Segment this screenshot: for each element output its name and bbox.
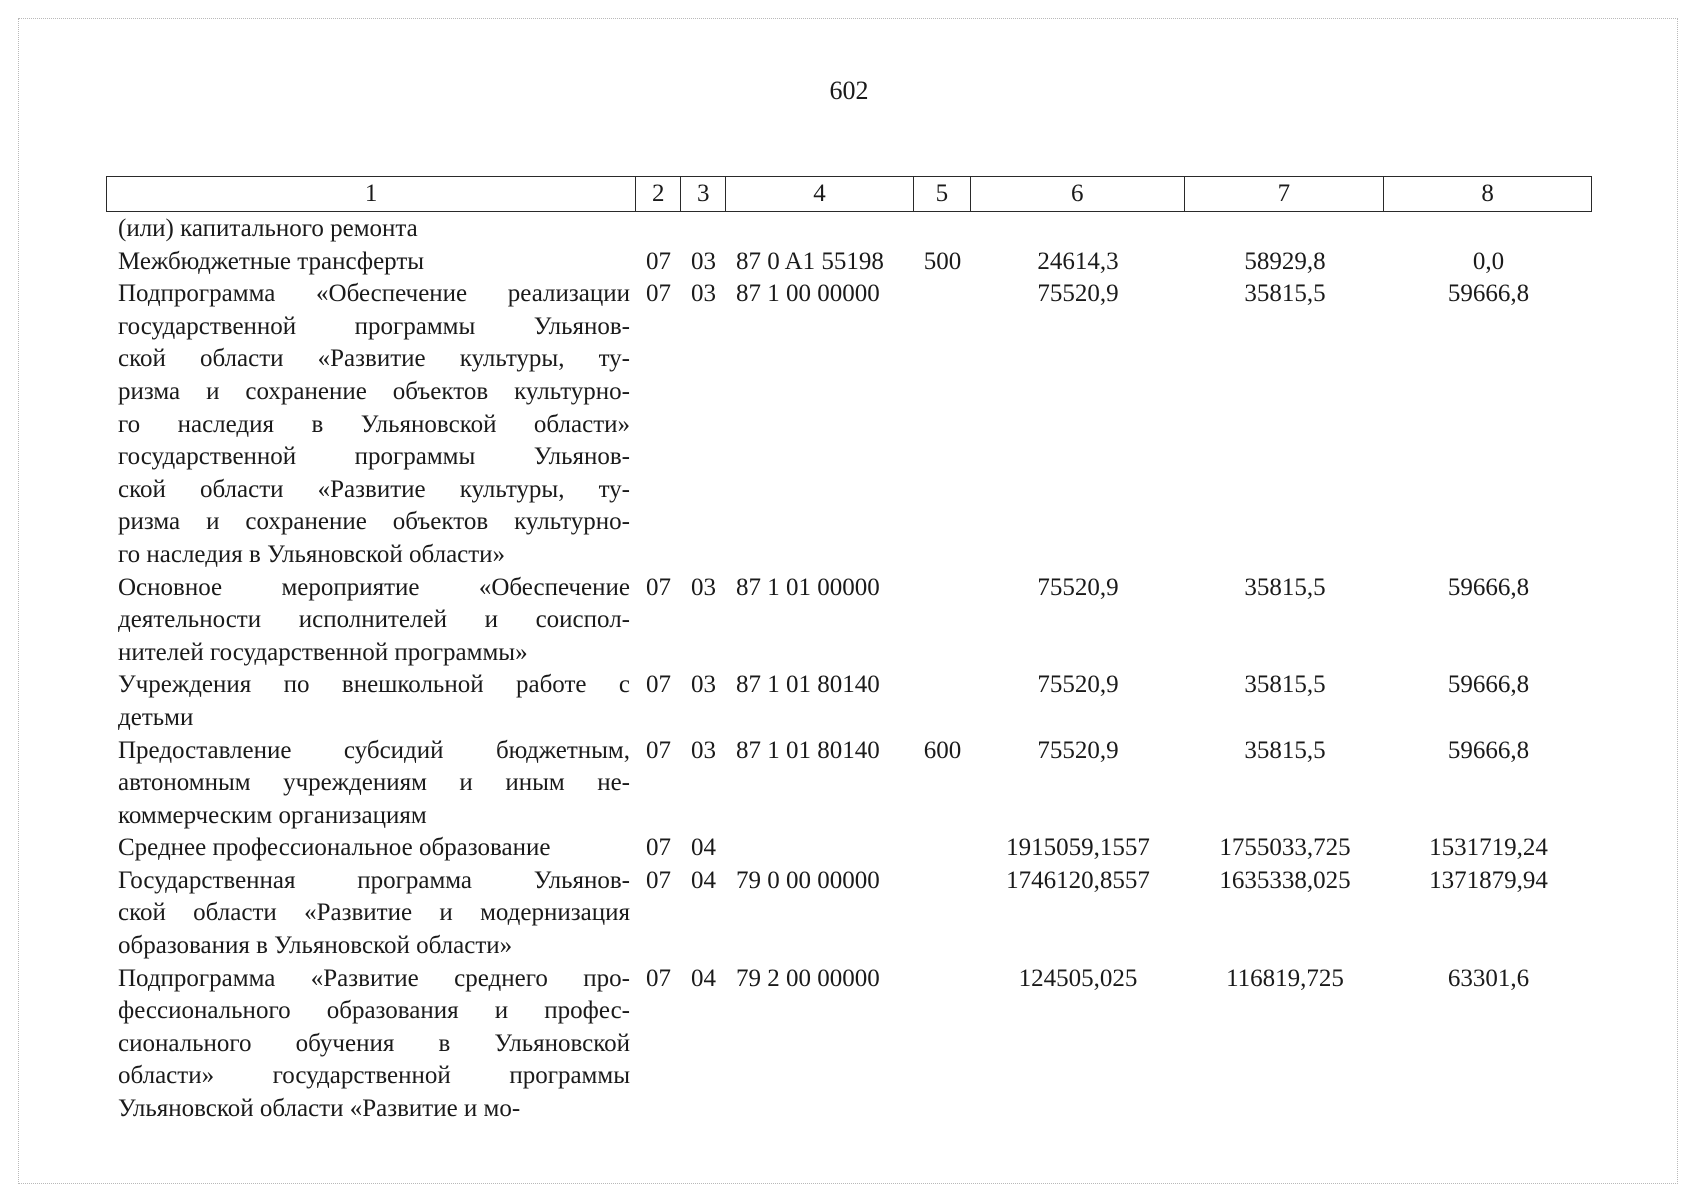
description-line: Учреждения по внешкольной работе с xyxy=(118,671,630,699)
amount-col-7: 35815,5 xyxy=(1244,671,1326,699)
subsection-code: 03 xyxy=(691,671,716,699)
subsection-code: 03 xyxy=(691,280,716,308)
table-row xyxy=(106,572,1592,670)
amount-col-8: 59666,8 xyxy=(1447,573,1530,601)
amount-col-7: 35815,5 xyxy=(1244,736,1326,764)
expense-type-code xyxy=(914,278,971,571)
expense-type-code xyxy=(914,832,971,865)
target-article-code: 87 1 00 00000 xyxy=(736,280,880,308)
description-line: (или) капитального ремонта xyxy=(118,215,418,242)
section-code: 07 xyxy=(646,671,671,699)
amount-col-8 xyxy=(1385,213,1592,246)
section-code: 07 xyxy=(646,834,671,862)
description-line: образования в Ульяновской области» xyxy=(118,932,513,960)
description-line: Межбюджетные трансферты xyxy=(118,247,425,275)
section-code: 07 xyxy=(646,866,671,894)
row-description xyxy=(106,669,636,734)
amount-col-6: 1746120,8557 xyxy=(1006,866,1150,894)
header-col-1: 1 xyxy=(107,177,636,211)
row-description xyxy=(106,735,636,833)
row-description xyxy=(106,865,636,963)
description-line: ской области «Развитие культуры, ту- xyxy=(118,475,630,503)
header-col-7: 7 xyxy=(1185,177,1385,211)
description-line: государственной программы Ульянов- xyxy=(118,443,630,471)
amount-col-6 xyxy=(971,213,1185,246)
target-article-code: 87 1 01 00000 xyxy=(736,573,880,601)
section-code: 07 xyxy=(646,964,671,992)
subsection-code: 04 xyxy=(691,964,716,992)
amount-col-7 xyxy=(1185,213,1385,246)
target-article-code: 79 2 00 00000 xyxy=(736,964,880,992)
amount-col-6: 75520,9 xyxy=(1037,736,1119,764)
description-line: ской области «Развитие и модернизация xyxy=(118,899,630,927)
description-line: детьми xyxy=(118,703,194,731)
table-body xyxy=(106,213,1592,1126)
table-row xyxy=(106,735,1592,833)
description-line: автономным учреждениям и иным не- xyxy=(118,769,630,797)
description-line: го наследия в Ульяновской области» xyxy=(118,410,630,438)
subsection-code: 03 xyxy=(691,573,716,601)
header-col-4: 4 xyxy=(726,177,914,211)
amount-col-7: 116819,725 xyxy=(1226,964,1344,992)
table-row xyxy=(106,669,1592,734)
table-header xyxy=(106,176,1592,212)
subsection-code xyxy=(681,213,726,246)
amount-col-8: 59666,8 xyxy=(1447,736,1530,764)
amount-col-8: 59666,8 xyxy=(1447,671,1530,699)
amount-col-8: 59666,8 xyxy=(1447,280,1530,308)
description-line: нителей государственной программы» xyxy=(118,638,528,666)
expense-type-code xyxy=(914,572,971,670)
section-code xyxy=(636,213,681,246)
row-description xyxy=(106,213,636,246)
amount-col-6: 75520,9 xyxy=(1037,671,1119,699)
table-row xyxy=(106,832,1592,865)
description-line: фессионального образования и профес- xyxy=(118,997,630,1025)
row-description xyxy=(106,246,636,279)
amount-col-7: 1755033,725 xyxy=(1219,834,1351,862)
description-line: го наследия в Ульяновской области» xyxy=(118,540,506,568)
description-line: сионального обучения в Ульяновской xyxy=(118,1029,630,1057)
row-description xyxy=(106,832,636,865)
description-line: Основное мероприятие «Обеспечение xyxy=(118,573,630,601)
table-row xyxy=(106,865,1592,963)
table-row xyxy=(106,246,1592,279)
subsection-code: 03 xyxy=(691,247,716,275)
description-line: ской области «Развитие культуры, ту- xyxy=(118,345,630,373)
amount-col-6: 24614,3 xyxy=(1037,247,1119,275)
description-line: Государственная программа Ульянов- xyxy=(118,866,630,894)
subsection-code: 03 xyxy=(691,736,716,764)
target-article-code: 87 0 A1 55198 xyxy=(736,247,884,275)
expense-type-code xyxy=(914,669,971,734)
amount-col-8: 1531719,24 xyxy=(1429,834,1548,862)
expense-type-code: 500 xyxy=(923,247,962,275)
target-article-code: 87 1 01 80140 xyxy=(736,671,880,699)
table-row xyxy=(106,278,1592,571)
target-article-code xyxy=(726,832,914,865)
header-col-2: 2 xyxy=(636,177,681,211)
section-code: 07 xyxy=(646,247,671,275)
description-line: ризма и сохранение объектов культурно- xyxy=(118,377,630,405)
page-number: 602 xyxy=(829,76,869,105)
section-code: 07 xyxy=(646,736,671,764)
row-description xyxy=(106,572,636,670)
description-line: Предоставление субсидий бюджетным, xyxy=(118,736,630,764)
header-col-3: 3 xyxy=(681,177,726,211)
description-line: Среднее профессиональное образование xyxy=(118,834,551,862)
row-description xyxy=(106,278,636,571)
description-line: Ульяновской области «Развитие и мо- xyxy=(118,1095,521,1123)
expense-type-code: 600 xyxy=(923,736,962,764)
amount-col-7: 35815,5 xyxy=(1244,573,1326,601)
expense-type-code xyxy=(914,213,971,246)
description-line: государственной программы Ульянов- xyxy=(118,312,630,340)
target-article-code xyxy=(726,213,914,246)
header-col-8: 8 xyxy=(1481,180,1494,207)
section-code: 07 xyxy=(646,280,671,308)
section-code: 07 xyxy=(646,573,671,601)
expense-type-code xyxy=(914,865,971,963)
target-article-code: 87 1 01 80140 xyxy=(736,736,880,764)
amount-col-8: 0,0 xyxy=(1472,247,1505,275)
description-line: деятельности исполнителей и соиспол- xyxy=(118,606,630,634)
table-row xyxy=(106,963,1592,1126)
amount-col-7: 1635338,025 xyxy=(1219,866,1351,894)
amount-col-8: 63301,6 xyxy=(1447,964,1530,992)
amount-col-6: 75520,9 xyxy=(1037,280,1119,308)
description-line: Подпрограмма «Развитие среднего про- xyxy=(118,964,630,992)
target-article-code: 79 0 00 00000 xyxy=(736,866,880,894)
amount-col-6: 75520,9 xyxy=(1037,573,1119,601)
subsection-code: 04 xyxy=(691,834,716,862)
amount-col-7: 58929,8 xyxy=(1244,247,1326,275)
amount-col-7: 35815,5 xyxy=(1244,280,1326,308)
table-row xyxy=(106,213,1592,246)
description-line: коммерческим организациям xyxy=(118,801,427,829)
description-line: области» государственной программы xyxy=(118,1062,630,1090)
amount-col-8: 1371879,94 xyxy=(1429,866,1548,894)
row-description xyxy=(106,963,636,1126)
expense-type-code xyxy=(914,963,971,1126)
description-line: Подпрограмма «Обеспечение реализации xyxy=(118,280,630,308)
subsection-code: 04 xyxy=(691,866,716,894)
amount-col-6: 124505,025 xyxy=(1018,964,1138,992)
description-line: ризма и сохранение объектов культурно- xyxy=(118,508,630,536)
amount-col-6: 1915059,1557 xyxy=(1006,834,1150,862)
header-col-5: 5 xyxy=(914,177,971,211)
header-col-6: 6 xyxy=(971,177,1185,211)
